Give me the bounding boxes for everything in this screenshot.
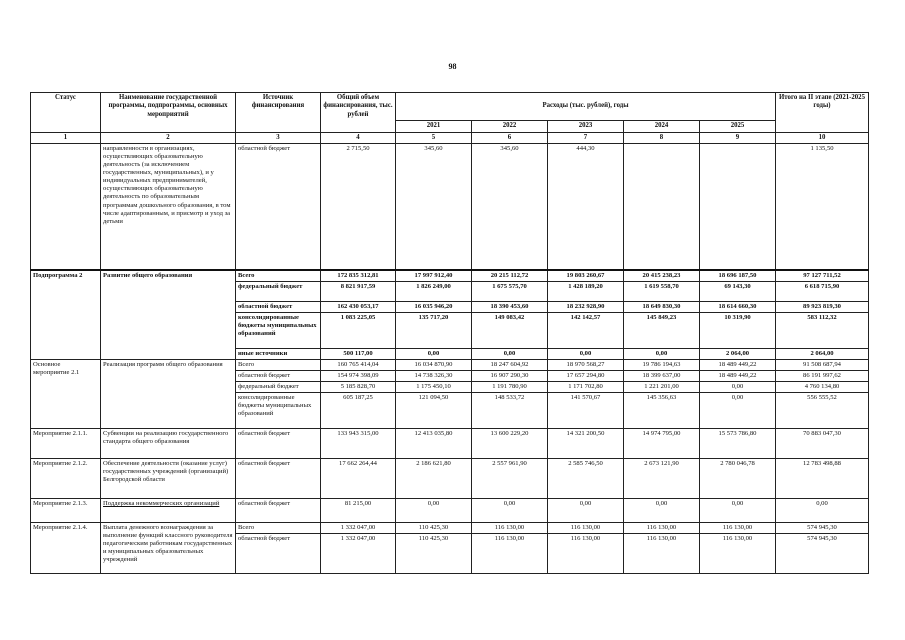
cell-2021: 121 094,50 <box>396 392 472 428</box>
cell-sum: 70 883 047,30 <box>776 428 869 458</box>
cell-name: Развитие общего образования <box>101 270 236 360</box>
cell-source: Всего <box>236 522 321 533</box>
cell-sum: 89 923 819,30 <box>776 301 869 312</box>
cell-total: 2 715,50 <box>321 144 396 270</box>
cell-name: Выплата денежного вознаграждения за выполнение функций классного руководителя педагогическим работникам государственных и муниципальных образовательных учреждений <box>101 522 236 573</box>
cell-2022: 18 247 604,92 <box>472 359 548 370</box>
cell-total: 133 943 315,00 <box>321 428 396 458</box>
cell-2025: 18 489 449,22 <box>700 370 776 381</box>
cell-2021: 1 826 249,00 <box>396 281 472 301</box>
cell-2023: 116 130,00 <box>548 522 624 533</box>
cell-sum: 0,00 <box>776 498 869 522</box>
financing-table <box>30 92 869 574</box>
cell-2025: 116 130,00 <box>700 522 776 533</box>
header-status: Статус <box>31 93 101 133</box>
header-source: Источник финансирования <box>236 93 321 133</box>
col-number: 2 <box>101 133 236 144</box>
cell-sum: 91 508 687,94 <box>776 359 869 370</box>
cell-sum: 2 064,00 <box>776 348 869 359</box>
table-row <box>31 359 869 370</box>
cell-sum: 556 555,52 <box>776 392 869 428</box>
cell-2021: 16 034 870,90 <box>396 359 472 370</box>
cell-2025: 18 489 449,22 <box>700 359 776 370</box>
cell-2025: 116 130,00 <box>700 534 776 574</box>
col-number: 8 <box>624 133 700 144</box>
cell-total: 1 332 047,00 <box>321 522 396 533</box>
cell-source: областной бюджет <box>236 458 321 498</box>
cell-2021: 110 425,30 <box>396 534 472 574</box>
col-number: 9 <box>700 133 776 144</box>
col-number: 10 <box>776 133 869 144</box>
cell-source: Всего <box>236 359 321 370</box>
cell-sum: 4 760 134,80 <box>776 381 869 392</box>
cell-total: 1 332 047,00 <box>321 534 396 574</box>
col-number: 4 <box>321 133 396 144</box>
cell-2025: 18 696 187,50 <box>700 270 776 282</box>
cell-total: 5 185 828,70 <box>321 381 396 392</box>
cell-total: 162 430 053,17 <box>321 301 396 312</box>
cell-sum: 86 191 997,62 <box>776 370 869 381</box>
cell-sum: 12 783 498,88 <box>776 458 869 498</box>
cell-source: областной бюджет <box>236 370 321 381</box>
cell-2024: 1 221 201,00 <box>624 381 700 392</box>
header-year-2021: 2021 <box>396 121 472 133</box>
cell-2025: 2 064,00 <box>700 348 776 359</box>
cell-2022: 16 907 290,30 <box>472 370 548 381</box>
cell-2023: 18 232 928,90 <box>548 301 624 312</box>
cell-sum: 6 618 715,90 <box>776 281 869 301</box>
cell-name: направленности в организациях, осуществляющих образовательную деятельность (за исключением государственных, муниципальных), и у индивидуальных предпринимателей, осуществляющих образовательную деятельность по образовательным программам дошкольного образования, в том числе адаптированным, и присмотр и уход за детьми <box>101 144 236 270</box>
cell-source: областной бюджет <box>236 498 321 522</box>
cell-source: Всего <box>236 270 321 282</box>
cell-2023: 141 570,67 <box>548 392 624 428</box>
cell-2025: 10 319,90 <box>700 312 776 348</box>
col-number: 3 <box>236 133 321 144</box>
cell-2021: 345,60 <box>396 144 472 270</box>
cell-2022: 149 083,42 <box>472 312 548 348</box>
cell-2025: 15 573 786,80 <box>700 428 776 458</box>
cell-source: областной бюджет <box>236 534 321 574</box>
cell-sum: 1 135,50 <box>776 144 869 270</box>
cell-2022: 0,00 <box>472 498 548 522</box>
cell-2022: 116 130,00 <box>472 522 548 533</box>
cell-source: федеральный бюджет <box>236 381 321 392</box>
cell-2025: 0,00 <box>700 498 776 522</box>
cell-sum: 574 945,30 <box>776 534 869 574</box>
cell-2025: 0,00 <box>700 381 776 392</box>
table-row <box>31 270 869 282</box>
cell-sum: 97 127 711,52 <box>776 270 869 282</box>
cell-total: 8 821 917,59 <box>321 281 396 301</box>
cell-total: 160 765 414,04 <box>321 359 396 370</box>
cell-sum: 574 945,30 <box>776 522 869 533</box>
header-stage-total: Итого на II этапе (2021-2025 годы) <box>776 93 869 133</box>
cell-2022: 1 675 575,70 <box>472 281 548 301</box>
table-row <box>31 458 869 498</box>
cell-2023: 18 970 568,27 <box>548 359 624 370</box>
header-year-2022: 2022 <box>472 121 548 133</box>
cell-2022: 2 557 961,90 <box>472 458 548 498</box>
cell-2023: 17 657 294,80 <box>548 370 624 381</box>
cell-2025: 69 143,30 <box>700 281 776 301</box>
cell-status: Мероприятие 2.1.1. <box>31 428 101 458</box>
table-row <box>31 522 869 533</box>
header-name: Наименование государственной программы, подпрограммы, основных мероприятий <box>101 93 236 133</box>
cell-source: федеральный бюджет <box>236 281 321 301</box>
cell-2024: 0,00 <box>624 348 700 359</box>
header-year-2024: 2024 <box>624 121 700 133</box>
cell-2023: 444,30 <box>548 144 624 270</box>
cell-2021: 110 425,30 <box>396 522 472 533</box>
cell-2023: 0,00 <box>548 498 624 522</box>
cell-name: Поддержка некоммерческих организаций <box>101 498 236 522</box>
cell-total: 500 117,00 <box>321 348 396 359</box>
cell-2025: 0,00 <box>700 392 776 428</box>
cell-status: Основное мероприятие 2.1 <box>31 359 101 428</box>
col-number: 5 <box>396 133 472 144</box>
cell-2022: 148 533,72 <box>472 392 548 428</box>
cell-2022: 345,60 <box>472 144 548 270</box>
cell-2022: 1 191 780,90 <box>472 381 548 392</box>
cell-2023: 14 321 200,50 <box>548 428 624 458</box>
cell-source: консолидированные бюджеты муниципальных образований <box>236 392 321 428</box>
cell-status <box>31 144 101 270</box>
cell-2024: 116 130,00 <box>624 534 700 574</box>
cell-source: областной бюджет <box>236 301 321 312</box>
cell-total: 172 835 312,81 <box>321 270 396 282</box>
cell-source: иные источники <box>236 348 321 359</box>
cell-2023: 116 130,00 <box>548 534 624 574</box>
cell-status: Мероприятие 2.1.2. <box>31 458 101 498</box>
cell-2023: 19 803 260,67 <box>548 270 624 282</box>
header-expenses: Расходы (тыс. рублей), годы <box>396 93 776 121</box>
cell-2022: 18 390 453,60 <box>472 301 548 312</box>
cell-2023: 0,00 <box>548 348 624 359</box>
header-year-2025: 2025 <box>700 121 776 133</box>
table-row <box>31 144 869 270</box>
cell-total: 17 662 264,44 <box>321 458 396 498</box>
cell-2024 <box>624 144 700 270</box>
cell-name: Субвенции на реализацию государственного стандарта общего образования <box>101 428 236 458</box>
cell-2024: 18 649 830,30 <box>624 301 700 312</box>
cell-2024: 145 849,23 <box>624 312 700 348</box>
cell-2025: 2 780 046,78 <box>700 458 776 498</box>
cell-2023: 1 171 702,80 <box>548 381 624 392</box>
cell-2022: 13 600 229,20 <box>472 428 548 458</box>
cell-2021: 2 186 621,80 <box>396 458 472 498</box>
cell-2024: 18 399 637,00 <box>624 370 700 381</box>
table-row <box>31 428 869 458</box>
cell-2025 <box>700 144 776 270</box>
cell-2021: 0,00 <box>396 498 472 522</box>
cell-total: 154 974 398,09 <box>321 370 396 381</box>
cell-2024: 116 130,00 <box>624 522 700 533</box>
cell-2021: 1 175 450,10 <box>396 381 472 392</box>
cell-total: 605 187,25 <box>321 392 396 428</box>
header-total: Общий объем финансирования, тыс. рублей <box>321 93 396 133</box>
cell-status: Подпрограмма 2 <box>31 270 101 360</box>
cell-2021: 135 717,20 <box>396 312 472 348</box>
cell-2023: 142 142,57 <box>548 312 624 348</box>
cell-2023: 1 428 189,20 <box>548 281 624 301</box>
header-year-2023: 2023 <box>548 121 624 133</box>
cell-total: 1 083 225,05 <box>321 312 396 348</box>
cell-2024: 0,00 <box>624 498 700 522</box>
cell-2024: 20 415 238,23 <box>624 270 700 282</box>
cell-name: Реализация программ общего образования <box>101 359 236 428</box>
cell-name: Обеспечение деятельности (оказание услуг) государственных учреждений (организаций) Белгородской области <box>101 458 236 498</box>
cell-2022: 20 215 112,72 <box>472 270 548 282</box>
cell-2022: 116 130,00 <box>472 534 548 574</box>
cell-2024: 19 786 194,63 <box>624 359 700 370</box>
cell-2024: 2 673 121,90 <box>624 458 700 498</box>
cell-sum: 583 112,32 <box>776 312 869 348</box>
cell-2022: 0,00 <box>472 348 548 359</box>
cell-total: 81 215,00 <box>321 498 396 522</box>
cell-2021: 0,00 <box>396 348 472 359</box>
cell-2021: 17 997 912,40 <box>396 270 472 282</box>
cell-2021: 14 738 326,30 <box>396 370 472 381</box>
cell-2023: 2 585 746,50 <box>548 458 624 498</box>
cell-source: консолидированные бюджеты муниципальных образований <box>236 312 321 348</box>
cell-2024: 14 974 795,00 <box>624 428 700 458</box>
table-row <box>31 498 869 522</box>
col-number: 7 <box>548 133 624 144</box>
col-number: 1 <box>31 133 101 144</box>
col-number: 6 <box>472 133 548 144</box>
cell-source: областной бюджет <box>236 428 321 458</box>
cell-2021: 12 413 035,80 <box>396 428 472 458</box>
cell-status: Мероприятие 2.1.4. <box>31 522 101 573</box>
cell-2024: 1 619 558,70 <box>624 281 700 301</box>
cell-2024: 145 356,63 <box>624 392 700 428</box>
cell-source: областной бюджет <box>236 144 321 270</box>
cell-status: Мероприятие 2.1.3. <box>31 498 101 522</box>
page-number: 98 <box>448 62 457 71</box>
cell-2021: 16 035 946,20 <box>396 301 472 312</box>
cell-2025: 18 614 660,30 <box>700 301 776 312</box>
